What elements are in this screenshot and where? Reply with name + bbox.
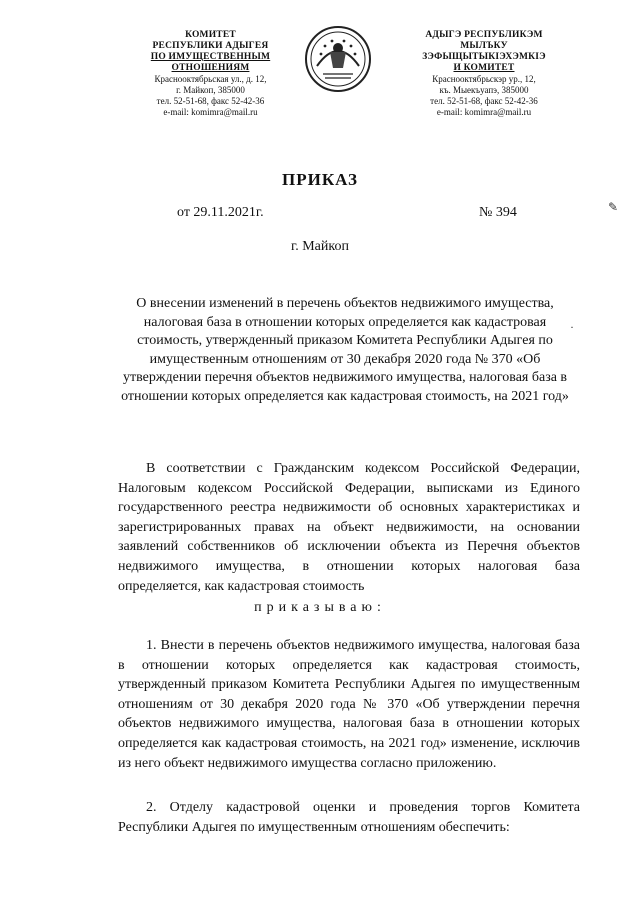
org-city: къ. Мыекъуапэ, 385000	[439, 85, 529, 95]
org-name-line: ПО ИМУЩЕСТВЕННЫМ ОТНОШЕНИЯМ	[150, 52, 271, 73]
document-number: № 394	[479, 205, 517, 220]
org-email: e-mail: komimra@mail.ru	[436, 107, 532, 117]
item-1-text: 1. Внести в перечень объектов недвижимого имущества, налоговая база в отношении которых определяется как кадастровая стоимость, утвержденный приказом Комитета Республики Адыгея по имущественным отношениям от 30 декабря 2020 года № 370 «Об утверждении перечня объектов недвижимого имущества, налоговая база в отношении которых определяется как кадастровая стоимость, на 2021 год» изменение, исключив из него объект недвижимого имущества согласно приложению.	[118, 638, 580, 771]
document-subject: О внесении изменений в перечень объектов недвижимого имущества, налоговая база в отношении которых определяется как кадастровая стоимость, утвержденный приказом Комитета Республики Адыгея по имущественным отношениям от 30 декабря 2020 года № 370 «Об утверждении перечня объектов недвижимого имущества, налоговая база в отношении которых определяется как кадастровая стоимость, на 2021 год»	[121, 296, 569, 404]
org-name-line: И КОМИТЕТ	[453, 63, 515, 73]
item-1-paragraph	[118, 636, 580, 773]
org-city: г. Майкоп, 385000	[176, 85, 245, 95]
org-address: Краснооктябрьская ул., д. 12,	[154, 74, 267, 84]
scan-mark: ·	[570, 320, 574, 334]
org-phone: тел. 52-51-68, факс 52-42-36	[430, 96, 538, 106]
header-right-block	[400, 30, 568, 118]
org-name-line: КОМИТЕТ	[185, 30, 236, 40]
document-title: ПРИКАЗ	[282, 170, 358, 189]
org-name-line: МЫЛЪКУ ЗЭФЫЩЫТЫКIЭХЭМКIЭ	[422, 41, 546, 62]
org-name-line: РЕСПУБЛИКИ АДЫГЕЯ	[152, 41, 269, 51]
org-name-line: АДЫГЭ РЕСПУБЛИКЭМ	[425, 30, 543, 40]
document-date: от 29.11.2021г.	[177, 205, 264, 220]
org-address: Краснооктябрьскэр ур., 12,	[432, 74, 536, 84]
order-word: приказываю:	[254, 600, 386, 615]
preamble-text: В соответствии с Гражданским кодексом Российской Федерации, Налоговым кодексом Российской Федерации, выписками из Единого государственного реестра недвижимости об основных характеристиках и зарегистрированных правах на объект недвижимости, на основании заявлений собственников об исключении объекта из Перечня объектов недвижимого имущества, в отношении которых налоговая база определяется, как кадастровая стоимость	[118, 461, 580, 594]
scan-mark: ✎	[608, 200, 619, 214]
document-city: г. Майкоп	[291, 239, 349, 254]
preamble-paragraph	[118, 459, 580, 596]
coat-of-arms-emblem	[303, 24, 373, 94]
header-left-block	[118, 30, 303, 118]
item-2-text: 2. Отделу кадастровой оценки и проведения торгов Комитета Республики Адыгея по имущественным отношениям обеспечить:	[118, 800, 580, 835]
item-2-paragraph	[118, 798, 580, 837]
org-email: e-mail: komimra@mail.ru	[163, 107, 258, 117]
org-phone: тел. 52-51-68, факс 52-42-36	[156, 96, 265, 106]
